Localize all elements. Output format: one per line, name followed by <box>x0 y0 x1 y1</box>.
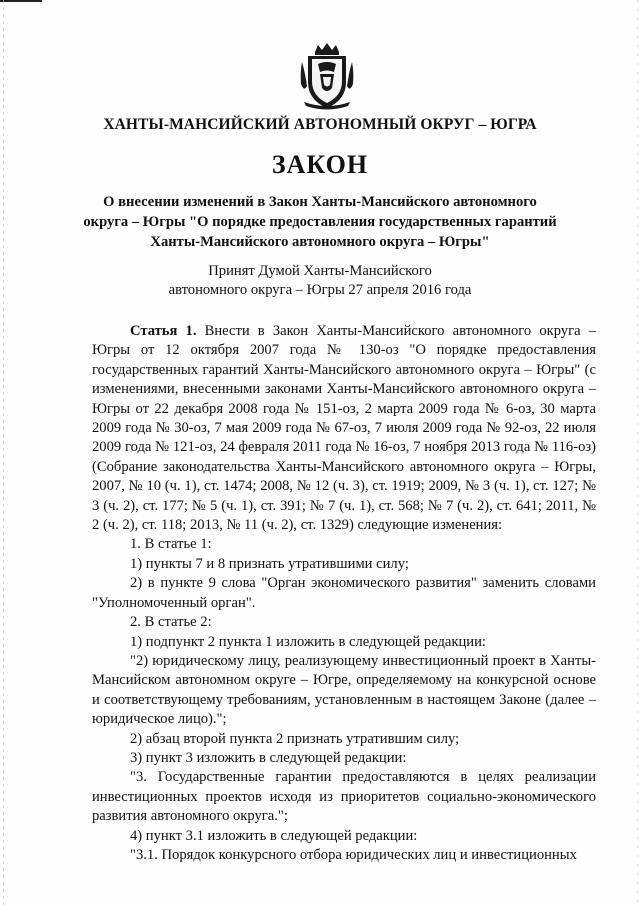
list-item: 2. В статье 2: <box>130 614 212 631</box>
law-body <box>92 322 596 865</box>
list-item: "3.1. Порядок конкурсного отбора юридических лиц и инвестиционных <box>130 846 577 863</box>
adoption-line-1: Принят Думой Ханты-Мансийского <box>208 263 432 279</box>
list-item: 1) пункты 7 и 8 признать утратившими силу; <box>130 555 409 572</box>
list-item: "3. Государственные гарантии предоставляются в целях реализации инвестиционных проектов исходя из приоритетов социально-экономического развития автономного округа."; <box>92 769 596 825</box>
scan-top-mark <box>0 0 42 2</box>
article-1-paragraph <box>92 322 596 535</box>
article-1-label: Статья 1. <box>130 323 197 339</box>
scan-edge-left <box>3 0 4 905</box>
scan-edge-right <box>637 0 638 905</box>
list-item: 4) пункт 3.1 изложить в следующей редакции: <box>130 827 418 844</box>
coat-of-arms-emblem <box>298 42 356 110</box>
adoption-notice <box>90 262 550 300</box>
list-item: 2) в пункте 9 слова "Орган экономического развития" заменить словами "Уполномоченный орган". <box>92 575 596 611</box>
law-subject-title: О внесении изменений в Закон Ханты-Мансийского автономного округа – Югры "О порядке предоставления государственных гарантий Ханты-Мансийского автономного округа – Югры" <box>83 194 557 250</box>
list-item: 2) абзац второй пункта 2 признать утратившим силу; <box>130 730 460 747</box>
document-type-heading: ЗАКОН <box>271 150 369 179</box>
list-item: 1. В статье 1: <box>130 536 212 553</box>
list-item: 3) пункт 3 изложить в следующей редакции: <box>130 749 407 766</box>
list-item: 1) подпункт 2 пункта 1 изложить в следующей редакции: <box>130 633 486 650</box>
list-item: "2) юридическому лицу, реализующему инвестиционный проект в Ханты-Мансийском автономном округе – Югре, определяемому на конкурсной основе и соответствующему требованиям, установленным в настоящем Законе (далее – юридическое лицо)."; <box>92 652 596 728</box>
article-1-text: Внести в Закон Ханты-Мансийского автономного округа – Югры от 12 октября 2007 года № 130-оз "О порядке предоставления государственных гарантий Ханты-Мансийского автономного округа – Югры" (с изменениями, внесенными законами Ханты-Мансийского автономного округа – Югры от 22 декабря 2008 года № 151-оз, 2 марта 2009 года № 6-оз, 30 марта 2009 года № 30-оз, 7 мая 2009 года № 67-оз, 7 июля 2009 года № 92-оз, 22 июля 2009 года № 121-оз, 24 февраля 2011 года № 16-оз, 7 ноября 2013 года № 116-оз) (Собрание законодательства Ханты-Мансийского автономного округа – Югры, 2007, № 10 (ч. 1), ст. 1474; 2008, № 12 (ч. 3), ст. 1919; 2009, № 3 (ч. 1), ст. 127; № 3 (ч. 2), ст. 177; № 5 (ч. 1), ст. 391; № 7 (ч. 1), ст. 568; № 7 (ч. 2), ст. 641; 2011, № 2 (ч. 2), ст. 118; 2013, № 11 (ч. 2), ст. 1329) следующие изменения: <box>92 323 596 534</box>
region-title: ХАНТЫ-МАНСИЙСКИЙ АВТОНОМНЫЙ ОКРУГ – ЮГРА <box>103 116 537 133</box>
adoption-line-2: автономного округа – Югры 27 апреля 2016 года <box>168 282 472 298</box>
